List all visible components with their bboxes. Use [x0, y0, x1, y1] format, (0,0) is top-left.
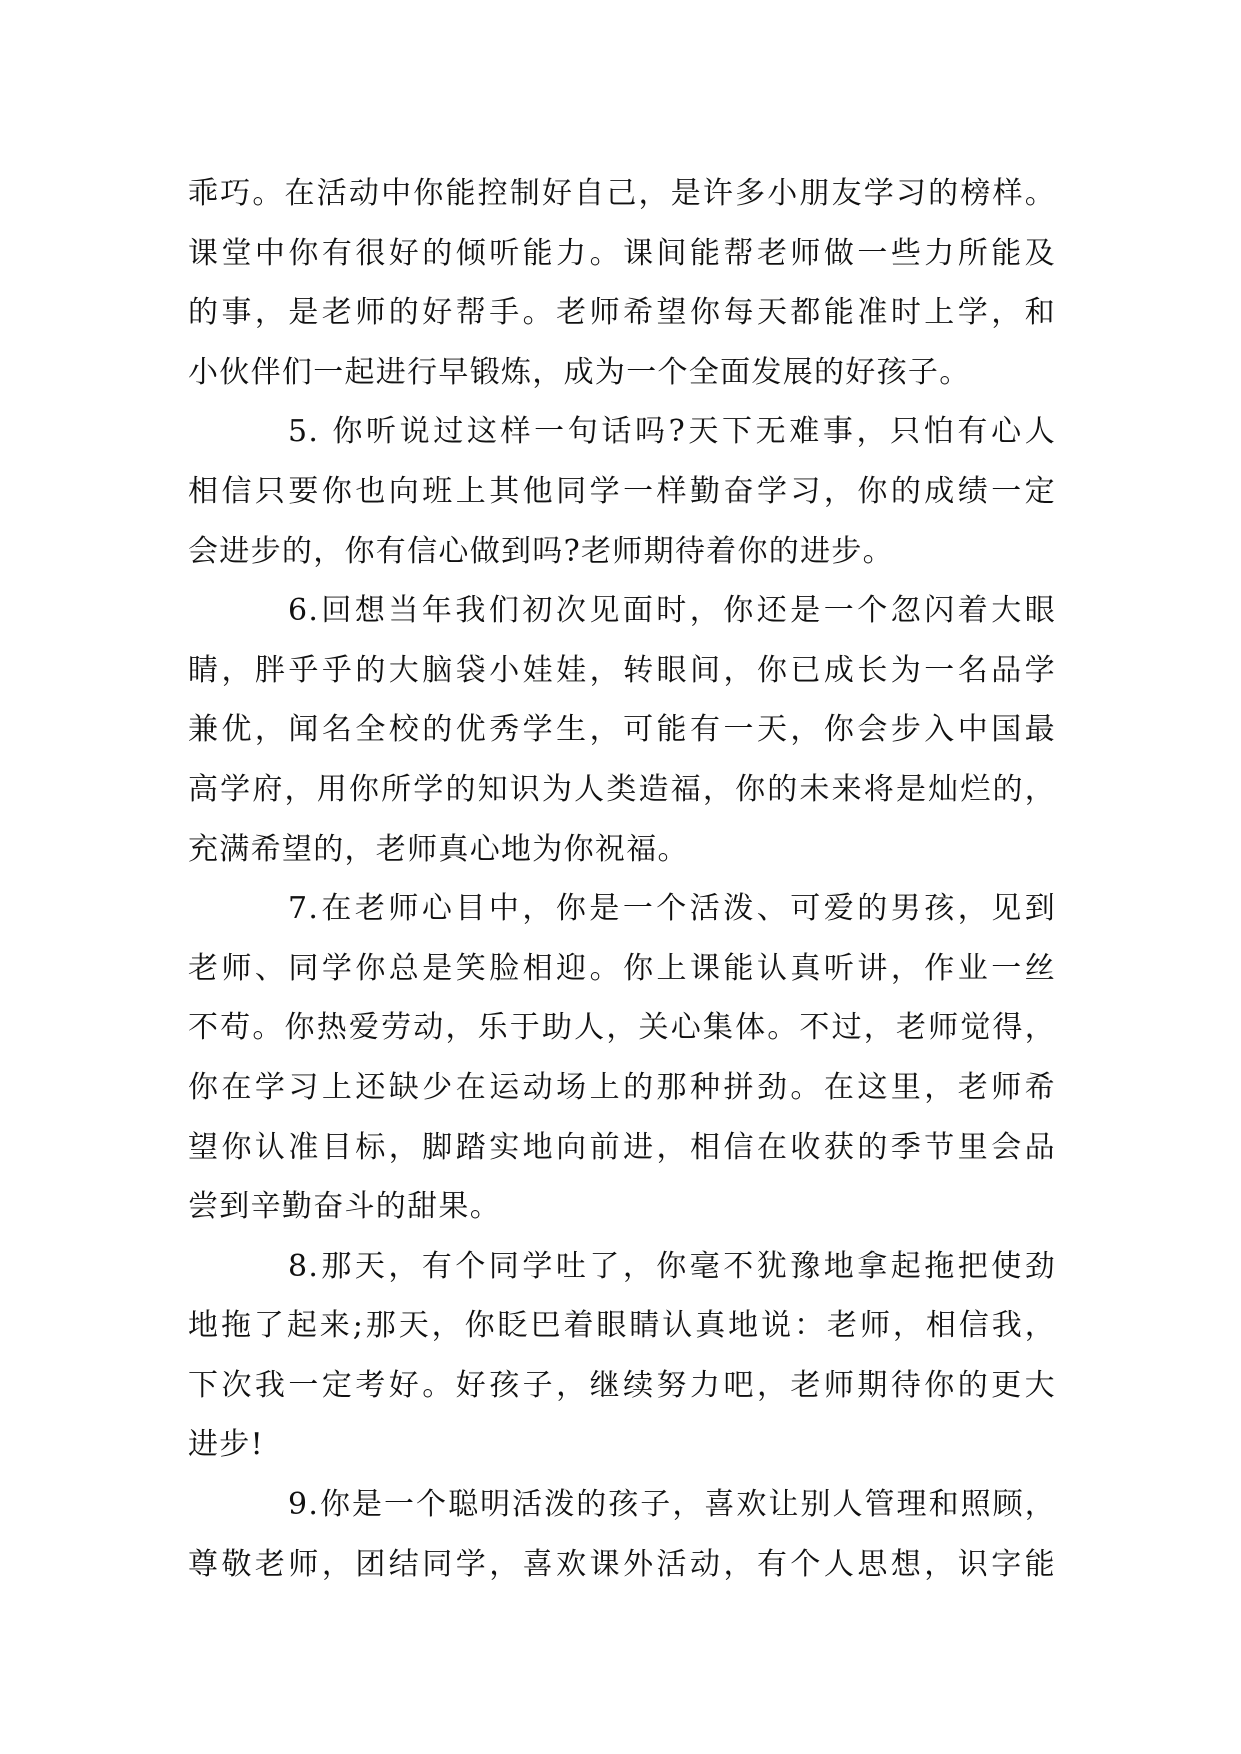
text-line: 不苟。你热爱劳动，乐于助人，关心集体。不过，老师觉得， — [188, 1010, 1056, 1046]
text-line: 望你认准目标，脚踏实地向前进，相信在收获的季节里会品 — [188, 1129, 1056, 1165]
text-line: 乖巧。在活动中你能控制好自己，是许多小朋友学习的榜样。 — [188, 176, 1056, 211]
text-line: 睛，胖乎乎的大脑袋小娃娃，转眼间，你已成长为一名品学 — [188, 652, 1056, 688]
text-line: 高学府，用你所学的知识为人类造福，你的未来将是灿烂的， — [188, 771, 1056, 807]
text-line: 课堂中你有很好的倾听能力。课间能帮老师做一些力所能及 — [188, 235, 1056, 271]
text-line: 的事，是老师的好帮手。老师希望你每天都能准时上学，和 — [188, 295, 1056, 331]
text-line: 7.在老师心目中，你是一个活泼、可爱的男孩，见到 — [288, 891, 1056, 927]
text-line: 兼优，闻名全校的优秀学生，可能有一天，你会步入中国最 — [188, 712, 1056, 748]
text-line: 尊敬老师，团结同学，喜欢课外活动，有个人思想，识字能 — [188, 1546, 1056, 1582]
text-line: 6.回想当年我们初次见面时，你还是一个忽闪着大眼 — [288, 593, 1056, 629]
text-line: 下次我一定考好。好孩子，继续努力吧，老师期待你的更大 — [188, 1367, 1056, 1403]
text-line: 5. 你听说过这样一句话吗?天下无难事，只怕有心人 — [288, 414, 1056, 450]
text-line: 尝到辛勤奋斗的甜果。 — [188, 1189, 501, 1225]
text-line: 会进步的，你有信心做到吗?老师期待着你的进步。 — [188, 533, 894, 569]
text-line: 老师、同学你总是笑脸相迎。你上课能认真听讲，作业一丝 — [188, 950, 1056, 986]
text-line: 你在学习上还缺少在运动场上的那种拼劲。在这里，老师希 — [188, 1069, 1056, 1105]
text-line: 9.你是一个聪明活泼的孩子，喜欢让别人管理和照顾， — [288, 1487, 1056, 1523]
text-line: 进步! — [188, 1427, 264, 1463]
text-line: 充满希望的，老师真心地为你祝福。 — [188, 831, 689, 867]
document-body — [188, 164, 1056, 1594]
text-line: 地拖了起来;那天，你眨巴着眼睛认真地说：老师，相信我， — [188, 1308, 1056, 1344]
text-line: 小伙伴们一起进行早锻炼，成为一个全面发展的好孩子。 — [188, 354, 971, 390]
text-line: 8.那天，有个同学吐了，你毫不犹豫地拿起拖把使劲 — [288, 1248, 1056, 1284]
text-line: 相信只要你也向班上其他同学一样勤奋学习，你的成绩一定 — [188, 473, 1056, 509]
